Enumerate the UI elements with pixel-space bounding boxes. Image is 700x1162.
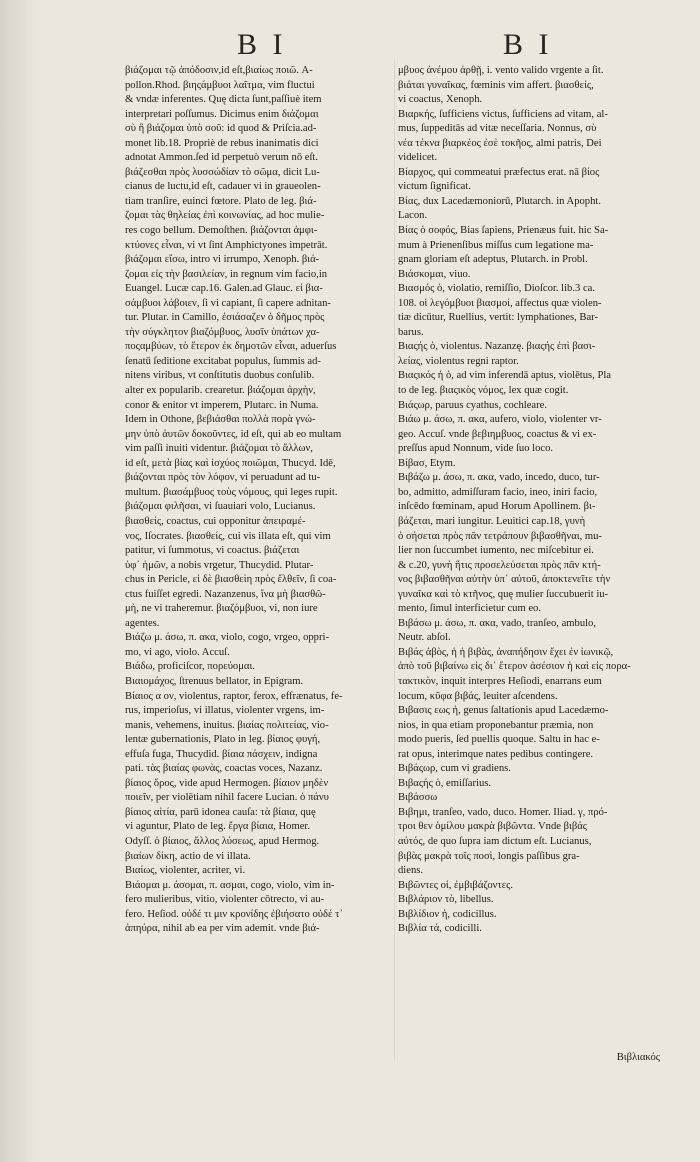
text-line: λείας, violentus regni raptor.: [398, 355, 519, 367]
text-line: Idem in Othone, βεβιάσθαι πολλὰ πορὰ γνώ-: [125, 414, 316, 426]
text-line: agentes.: [125, 617, 160, 629]
page-header-left: B I: [237, 28, 287, 61]
text-line: vi coactus, Xenoph.: [398, 94, 483, 106]
text-line: Βιαςής ὁ, violentus. Nazanzę. βιαςής ἐπὶ βασι-: [398, 341, 596, 353]
text-line: lier non ſuccumbet iumento, nec miſcebitur ei.: [398, 545, 594, 557]
text-line: μην ὑπὸ ἀυτῶν δοκοῦντες, id eſt, qui ab eo multam: [125, 428, 342, 440]
text-line: mum à Prienenſibus miſſus cum legatione ma-: [398, 239, 594, 251]
text-line: 108. οἱ λεγόμβυοι βιασμοί, affectus quæ violen-: [398, 297, 602, 309]
text-line: ζομαι εἰς τὴν βασιλείαν, in regnum vim facio,in: [125, 268, 328, 280]
text-line: vim paſſi inuiti videntur. βιάζομαι τὸ ἄλλων,: [125, 443, 313, 455]
text-line: ctus fuiſſet egredi. Nazanzenus, ἵνα μὴ βιασθῶ-: [125, 588, 326, 600]
text-line: Βιασμός ὁ, violatio, remiſſio, Dioſcor. lib.3 ca.: [398, 283, 595, 295]
text-line: res cogo bellum. Demoſthen. βιάζονται ἀμφι-: [125, 225, 318, 237]
text-line: manis, vehemens, inuitus. βιαίας πολιτείας, vio-: [125, 719, 329, 731]
text-line: Βιαρκής, ſufficiens victus, ſufficiens ad vitam, al-: [398, 108, 608, 120]
text-line: & vndæ inferentes. Quę dicta ſunt,paſſiuè item: [125, 94, 322, 106]
text-line: κτύονες εἶναι, vi vt ſint Amphictyones impetrāt.: [125, 239, 328, 251]
text-line: βιαίων δίκη, actio de vi illata.: [125, 850, 251, 862]
text-line: μβυος ἀνέμου ἀρθῇ, i. vento valido vrgente a ſit.: [398, 65, 604, 76]
text-line: ἀπηύρα, nihil ab ea per vim ademit. vnde βιά-: [125, 923, 320, 935]
text-line: Βιβάσω μ. άσω, π. ακα, vado, tranſeo, ambulo,: [398, 617, 597, 629]
text-line: βάζεται, mari iungitur. Leuitici cap.18, γυνὴ: [398, 515, 586, 527]
text-line: σάμβυοι λάβοιεν, ſi vi capiant, ſi capere adnitan-: [125, 297, 331, 309]
text-line: modo pueris, ſed puellis quoque. Saltu in hac e-: [398, 734, 600, 746]
text-line: vi aguntur, Plato de leg. ἔργα βίαια, Homer.: [125, 821, 311, 833]
text-line: tur. Plutar. in Camillo, ἐσιάσαζεν ὁ δῆμος πρὸς: [125, 312, 325, 324]
text-line: diens.: [398, 865, 424, 877]
text-line: Neutr. abſol.: [398, 632, 451, 644]
text-line: νος βιβασθῆναι αὐτὴν ὑπ᾽ αὐτοῦ, ἀποκτενεῖτε τὴν: [398, 574, 611, 586]
text-line: ὀ σήσεται πρὸς πᾶν τετράπουν βιβασθῆναι, mu-: [398, 530, 602, 542]
text-line: Βίας, dux Lacedæmoniorū, Plutarch. in Apopht.: [398, 195, 601, 207]
text-line: chus in Pericle, εἰ δὲ βιασθεὶη πρὸς ἔλθεῖν, ſi coa-: [125, 574, 337, 586]
text-line: Βιβλίδιον ἡ, codicillus.: [398, 908, 497, 920]
text-line: Βιβλία τά, codicilli.: [398, 923, 482, 935]
text-line: monet lib.18. Propriè de rebus inanimatis dici: [125, 137, 319, 149]
text-line: σὺ ἢ βιάζομαι ὑπὸ σοῦ: id quod & Priſcia.ad-: [125, 123, 317, 135]
text-line: ſenatū ſeditione excitabat populus, ſummis ad-: [125, 355, 321, 367]
text-line: to de leg. βιαςικὸς νόμος, lex quæ cogit.: [398, 385, 569, 397]
text-line: τροι θεν ὁμίλου μακρὰ βιβῶντα. Vnde βιβάς: [398, 821, 587, 833]
text-line: βιάζεσθαι πρὸς λυσσώδίαν τὸ σῶμα, dicit Lu-: [125, 166, 320, 178]
text-line: tiæ dicūtur, Ruellius, vertit: lymphationes, Bar-: [398, 312, 599, 324]
text-line: Βιβάζω μ. άσω, π. ακα, vado, incedo, duco, tur-: [398, 472, 600, 484]
page-gutter-shadow: [0, 0, 40, 1162]
text-line: βιβὰς μακρὰ τοῖς ποσὶ, longis paſſibus gra-: [398, 850, 580, 862]
text-line: videlicet.: [398, 152, 438, 164]
text-line: nios, in qua etiam proponebantur præmia, non: [398, 719, 594, 731]
text-line: victum ſignificat.: [398, 181, 471, 193]
text-line: locum, κῦφα βιβάς, leuiter aſcendens.: [398, 690, 558, 702]
text-line: Βίβασ, Etym.: [398, 457, 456, 469]
catchword: Βιβλιακός: [616, 1052, 660, 1063]
text-line: mo, vi ago, violo. Accuſ.: [125, 646, 230, 658]
text-line: ὑφ᾽ ἡμῶν, a nobis vrgetur, Thucydid. Plutar-: [125, 559, 314, 571]
text-line: βιάζομαι τῷ ἀπόδοσιν,id eſt,βιαίως ποιῶ. A-: [125, 65, 313, 76]
text-line: γυναῖκα καὶ τὸ κτῆνος, quę mulier ſuccubuerit iu-: [398, 588, 609, 600]
text-line: Βίαρχος, qui commeatui præfectus erat. nā βίος: [398, 166, 600, 178]
text-line: preſſus apud Nonnum, vide ſuo loco.: [398, 443, 554, 455]
text-line: βίαιος αἰτία, parū idonea cauſa: τὰ βίαια, quę: [125, 806, 316, 818]
text-line: adnotat Ammon.ſed id perpetuò verum nō eſt.: [125, 152, 318, 164]
text-line: gnam gloriam eſt adeptus, Plutarch. in Probl.: [398, 254, 588, 266]
text-line: Lacon.: [398, 210, 428, 222]
text-line: conor & enitor vt imperem, Plutarc. in Numa.: [125, 399, 319, 411]
text-line: Βιβασις εως ἡ, genus ſaltationis apud Lacedæmo-: [398, 705, 609, 717]
text-line: ποιεῖν, per violētiam nihil facere Lucian. ὁ πάνυ: [125, 792, 329, 804]
text-line: αὐτός, de quo ſupra iam dictum eſt. Lucianus,: [398, 835, 592, 847]
text-line: geo. Accuſ. vnde βεβιημβυος, coactus & vi ex-: [398, 428, 597, 440]
text-line: Βιαίως, violenter, acriter, vi.: [125, 865, 246, 877]
text-line: rus, imperioſus, vi illatus, violenter vrgens, im-: [125, 705, 325, 717]
text-line: ζομαι τὰς θηλείας ἐπὶ κοινωνίας, ad hoc mulie-: [125, 210, 325, 222]
text-line: Βιβῶντες οἱ, ἐμβιβάζοντες.: [398, 879, 513, 891]
text-line: βίαιος ὅρος, vide apud Hermogen. βίαιον μηδὲν: [125, 777, 329, 789]
text-line: tiam tranſire, euinci fœtore. Plato de leg. βιά-: [125, 195, 317, 207]
left-column: [125, 64, 389, 937]
text-line: mento, ſimul interficietur cum eo.: [398, 603, 541, 615]
right-column: [398, 64, 660, 937]
text-line: βιάζομαι φιλῆσαι, vi ſuauiari volo, Lucianus.: [125, 501, 316, 513]
text-line: lentæ gubernationis, Plato in leg. βίαιος φυγή,: [125, 734, 321, 746]
text-line: Βίας ὁ σοφός, Bias ſapiens, Prienæus fuit. hic Sa-: [398, 225, 609, 237]
text-line: Βιάζω μ. άσω, π. ακα, violo, cogo, vrgeo, oppri-: [125, 632, 329, 644]
text-line: Βιβλάριον τὸ, libellus.: [398, 894, 494, 906]
text-line: Βιβάςωρ, cum vi gradiens.: [398, 763, 511, 775]
text-line: τακτικὸν, inquit interpres Heſiodi, enarrans eum: [398, 675, 602, 687]
text-line: cianus de luctu,id eſt, cadauer vi in graueolen-: [125, 181, 321, 193]
text-line: pati. τὰς βιαίας φωνὰς, coactas voces, Nazanz.: [125, 763, 323, 775]
text-line: inſcēdo fœminam, apud Horum Apollinem. βι-: [398, 501, 596, 513]
text-line: mus, ſuppeditās ad vitæ neceſſaria. Nonnus, σὺ: [398, 123, 597, 135]
text-line: μὴ, ne vi traheremur. βιαζόμβυοι, vi, non iure: [125, 603, 318, 615]
text-line: Βιαιομάχος, ſtrenuus bellator, in Epigram.: [125, 675, 304, 687]
text-line: Βιβάς ἀβὸς, ἡ ἡ βιβὰς, ἀναπήδησιν ἔχει ἐν ἰωνικῷ,: [398, 646, 614, 658]
text-line: νέα τέκνα βιαρκέος ἐσὲ τοκῆος, almi patris, Dei: [398, 137, 602, 149]
text-line: Βιάδω, proficiſcor, πορεύομαι.: [125, 661, 255, 673]
text-line: & c.20, γυνὴ ἥτις προσελεύσεται πρὸς πᾶν κτή-: [398, 559, 601, 571]
text-line: id eſt, μετὰ βίας καὶ ἰσχύος ποιῶμαι, Thucyd. Idē,: [125, 457, 336, 469]
text-line: interpretari poſſumus. Dicimus enim διάζομαι: [125, 108, 319, 120]
text-line: ἀπὸ τοῦ βιβαίνω εἰς δι᾽ ἔτερον ἀσέσιον ἡ καὶ εἰς πορα-: [398, 661, 631, 673]
text-line: Βιάομαι μ. άσομαι, π. ασμαι, cogo, violo, vim in-: [125, 879, 335, 891]
page-header-right: B I: [503, 28, 553, 61]
text-line: Euangel. Lucæ cap.16. Galen.ad Glauc. εἰ βια-: [125, 283, 323, 295]
text-line: alter ex popularib. crearetur. βιάζομαι ἀρχὴν,: [125, 385, 316, 397]
text-line: Βιαςικός ἡ ὁ, ad vim inferendā aptus, violētus, Pla: [398, 370, 611, 382]
text-line: Βιβαςής ὁ, emiſſarius.: [398, 777, 492, 789]
column-divider: [394, 60, 395, 1060]
text-line: fero. Heſiod. οὐδέ τι μιν κρονίδης ἐβιήσατο οὐδέ τ᾽: [125, 908, 343, 920]
text-line: Βίαιος α ον, violentus, raptor, ferox, effrænatus, fe-: [125, 690, 343, 702]
text-line: τὴν σύγκλητον βιαζόμβυος, λυσῖν ὑπάτων χα-: [125, 326, 320, 338]
text-line: Βιάσκομαι, viuo.: [398, 268, 471, 280]
text-line: fero mulieribus, vitio, violenter cōtrecto, vi au-: [125, 894, 325, 906]
text-line: nitens viribus, vt conſtitutis duobus conſulib.: [125, 370, 315, 382]
text-line: νος, Iſocrates. βιασθείς, cui vis illata eſt, qui vim: [125, 530, 331, 542]
text-line: pollon.Rhod. βιηςάμβυοι λαῖτμα, vim fluctui: [125, 79, 315, 91]
text-line: βιάζονται πρὸς τὸν λόφον, vi peruadunt ad tu-: [125, 472, 321, 484]
text-line: bo, admitto, admiſſuram facio, ineo, iniri facio,: [398, 486, 598, 498]
text-line: barus.: [398, 326, 424, 338]
text-line: rat opus, interimque nates pedibus contingere.: [398, 748, 594, 760]
text-line: βιασθείς, coactus, cui opponitur ἀπειραμέ-: [125, 515, 306, 527]
text-line: Βιβημι, tranſeo, vado, duco. Homer. Iliad. γ, πρό-: [398, 806, 608, 818]
text-line: Βιβάσσω: [398, 792, 438, 804]
text-line: Βιάςωρ, paruus cyathus, cochleare.: [398, 399, 547, 411]
text-line: ποςαμβύων, τὸ ἕτερον ἐκ δημοτῶν εἶναι, aduerſus: [125, 341, 337, 353]
text-line: effuſa fuga, Thucydid. βίαια πάσχειν, indigna: [125, 748, 318, 760]
text-line: Βιάω μ. άσω, π. ακα, aufero, violo, violenter vr-: [398, 414, 602, 426]
text-line: multum. βιασάμβυος τοὺς νόμους, qui leges rupit.: [125, 486, 338, 498]
text-line: βιάται γυναῖκας, fœminis vim affert. βιασθείς,: [398, 79, 594, 91]
text-line: βιάζομαι εἴσω, intro vi irrumpo, Xenoph. βιά-: [125, 254, 320, 266]
text-line: patitur, vi ſummotus, vi coactus. βιάζεται: [125, 545, 300, 557]
text-line: Odyſſ. ὁ βίαιος, ἄλλος λύσεως, apud Hermog.: [125, 835, 320, 847]
